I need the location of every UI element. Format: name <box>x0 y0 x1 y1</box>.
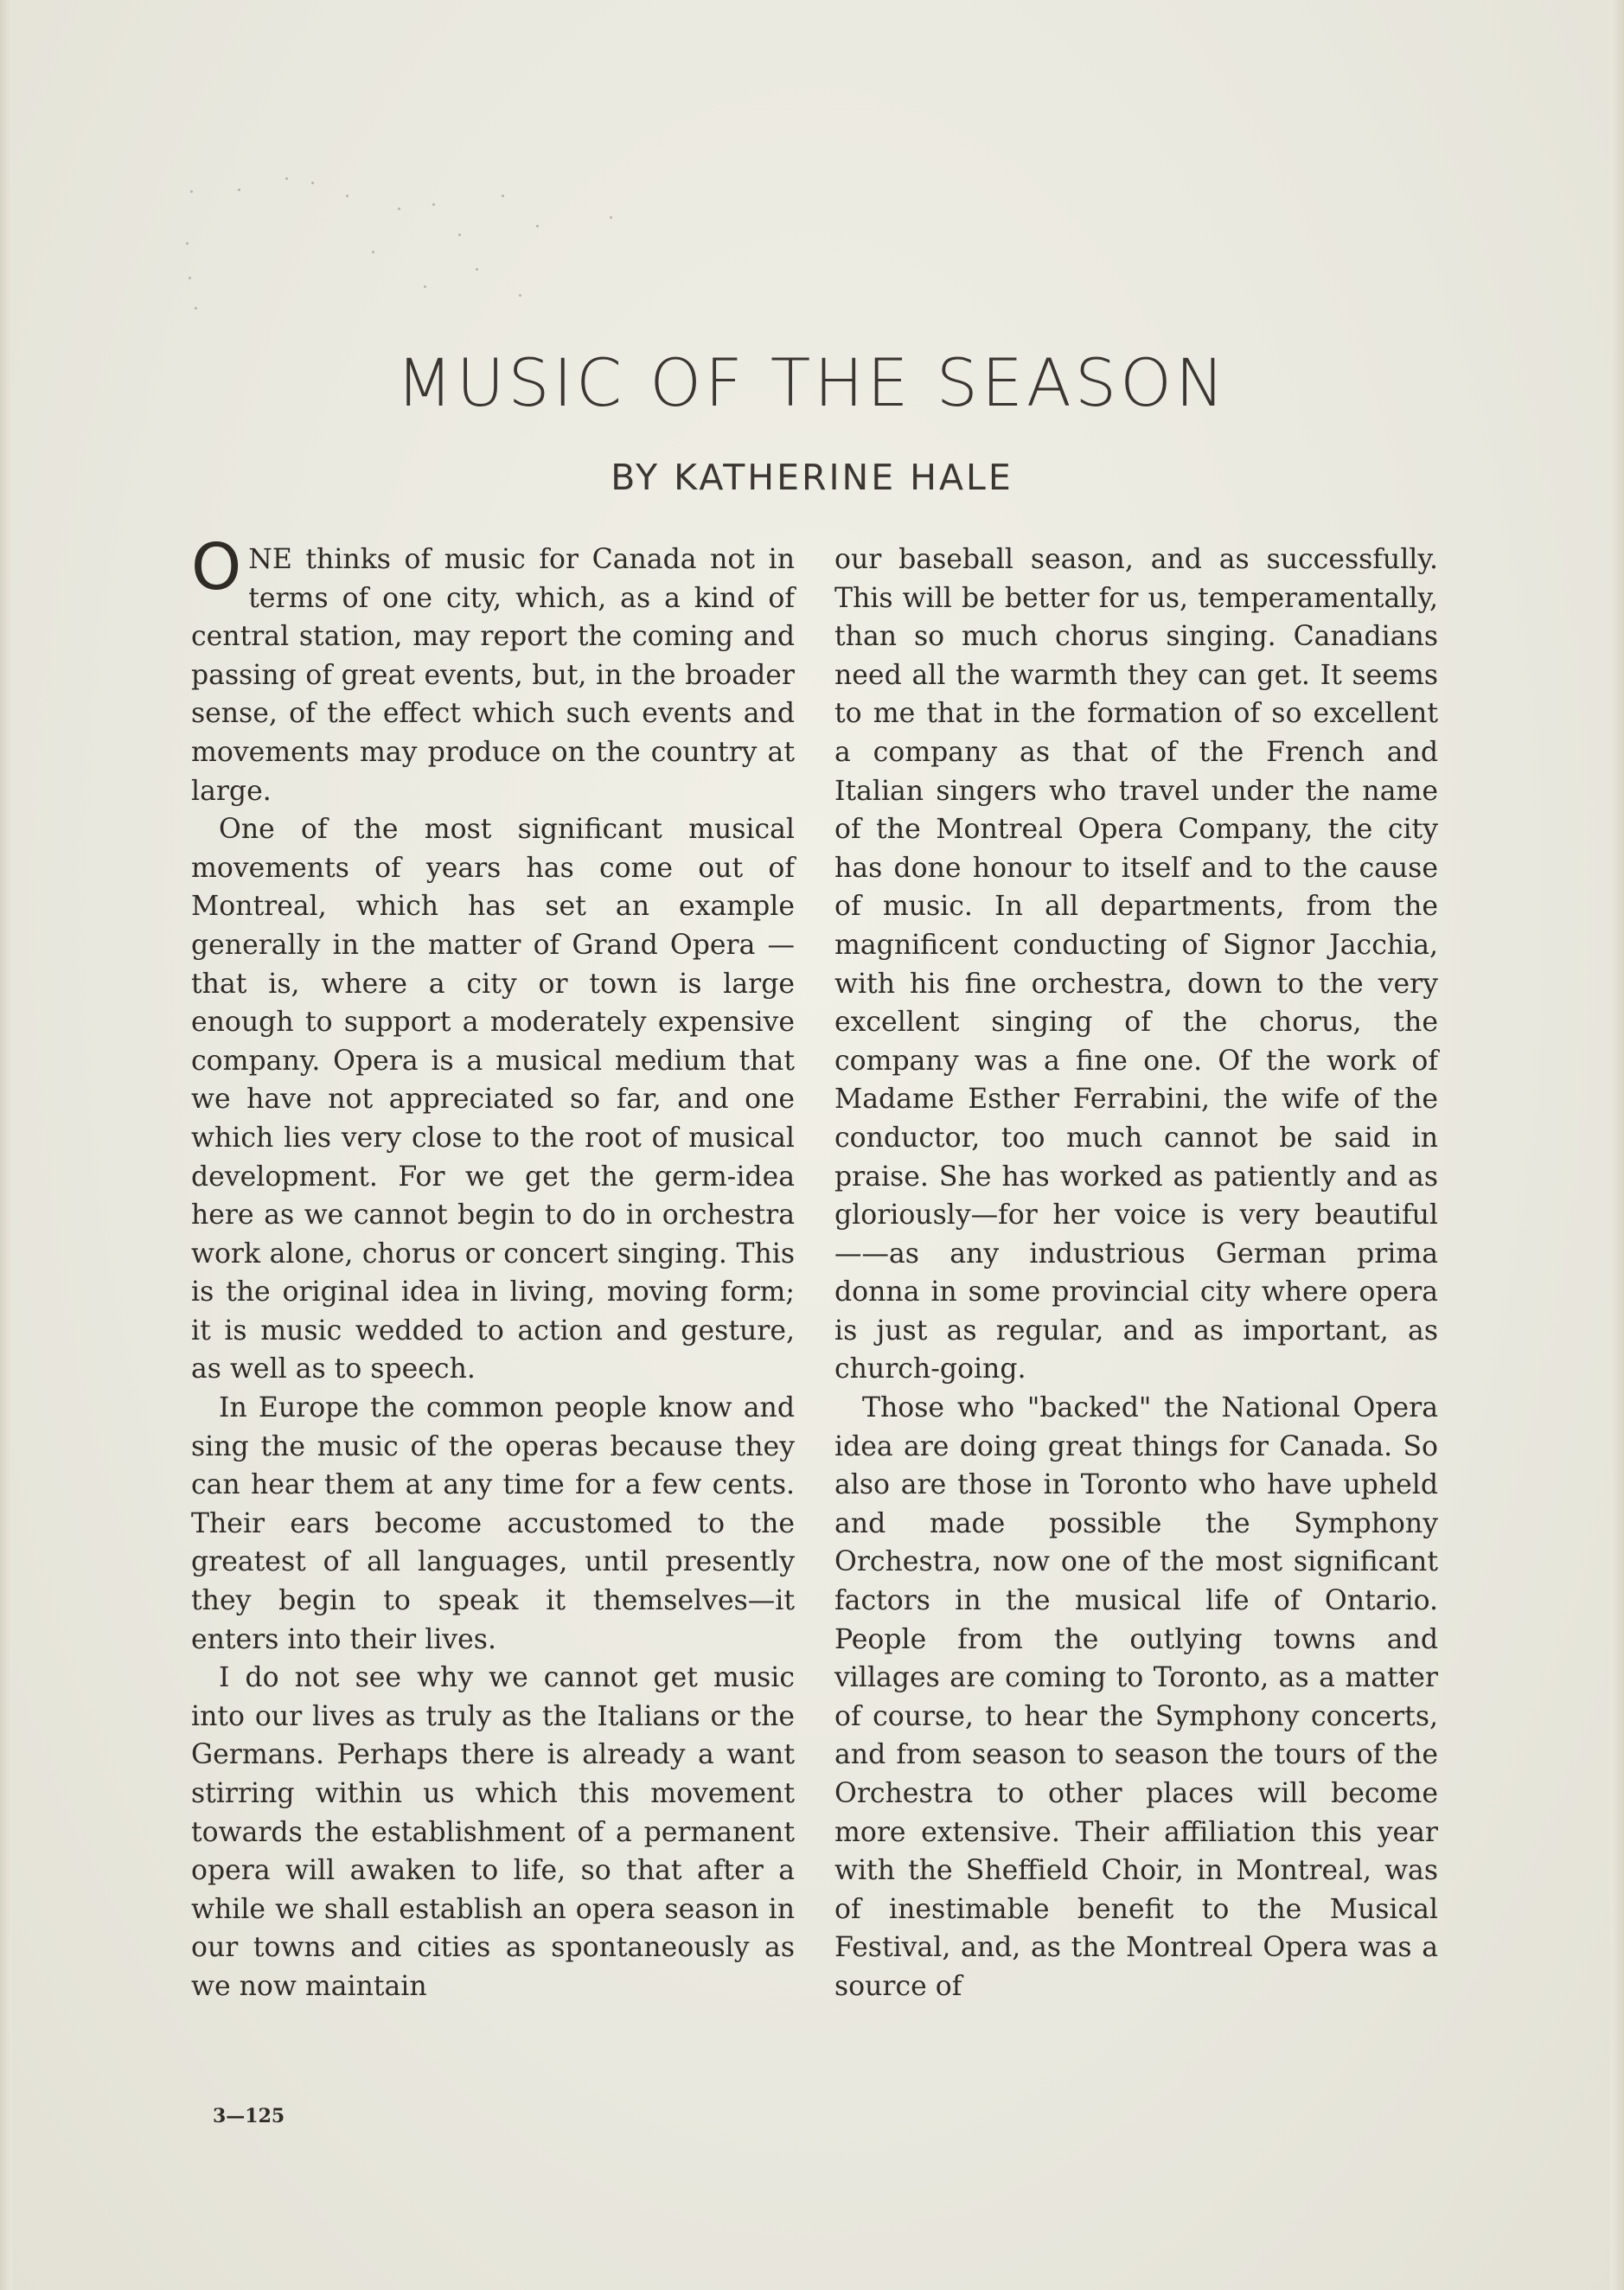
paragraph-3: In Europe the common people know and sing the music of the operas because they can hear them at any time for a few cents. Their ears become accustomed to the greatest of all languages, until presently they begin to speak it themselves—it enters into their lives. <box>191 1392 795 1655</box>
paragraph-1 <box>191 530 795 810</box>
paragraph-2: One of the most significant musical movements of years has come out of Montreal, which has set an example generally in the matter of Grand Opera —that is, where a city or town is large enough to support a moderately expensive company. Opera is a musical medium that we have not appreciated so far, and one which lies very close to the root of musical development. For we get the germ-idea here as we cannot begin to do in orchestra work alone, chorus or concert singing. This is the original idea in living, moving form; it is music wedded to action and gesture, as well as to speech. <box>191 814 795 1385</box>
page-folio: 3—125 <box>213 2105 285 2127</box>
paragraph-5: our baseball season, and as successfully. This will be better for us, temperamentally, than so much chorus singing. Canadians need all the warmth they can get. It seems to me that in the formation of so excellent a company as that of the French and Italian singers who travel under the name of the Montreal Opera Company, the city has done honour to itself and to the cause of music. In all departments, from the magnificent conducting of Signor Jacchia, with his fine orchestra, down to the very excellent singing of the chorus, the company was a fine one. Of the work of Madame Esther Ferrabini, the wife of the conductor, too much cannot be said in praise. She has worked as patiently and as gloriously—for her voice is very beautiful——as any industrious German prima donna in some provincial city where opera is just as regular, and as important, as church-going. <box>834 544 1438 1385</box>
paragraph-4: I do not see why we cannot get music into our lives as truly as the Italians or the Germans. Perhaps there is already a want stirring within us which this movement towards the establishment of a permanent opera will awaken to life, so that after a while we shall establish an opera season in our towns and cities as spontaneously as we now maintain <box>191 1662 795 2002</box>
drop-cap: O <box>191 530 242 604</box>
paragraph-6: Those who "backed" the National Opera idea are doing great things for Canada. So also are those in Toronto who have upheld and made possible the Symphony Orchestra, now one of the most significant factors in the musical life of Ontario. People from the outlying towns and villages are coming to Toronto, as a matter of course, to hear the Symphony concerts, and from season to season the tours of the Orchestra to other places will become more extensive. Their affiliation this year with the Sheffield Choir, in Montreal, was of inestimable benefit to the Musical Festival, and, as the Montreal Opera was a source of <box>834 1392 1438 2002</box>
decorative-speckle <box>173 156 657 337</box>
paragraph-1-text: NE thinks of music for Canada not in terms of one city, which, as a kind of central station, may report the coming and passing of great events, but, in the broader sense, of the effect which such events and movements may produce on the country at large. <box>191 544 795 807</box>
article-title: MUSIC OF THE SEASON <box>396 344 1228 421</box>
article-byline: BY KATHERINE HALE <box>611 457 1013 498</box>
right-column <box>834 541 1438 2006</box>
left-column <box>191 530 795 2006</box>
